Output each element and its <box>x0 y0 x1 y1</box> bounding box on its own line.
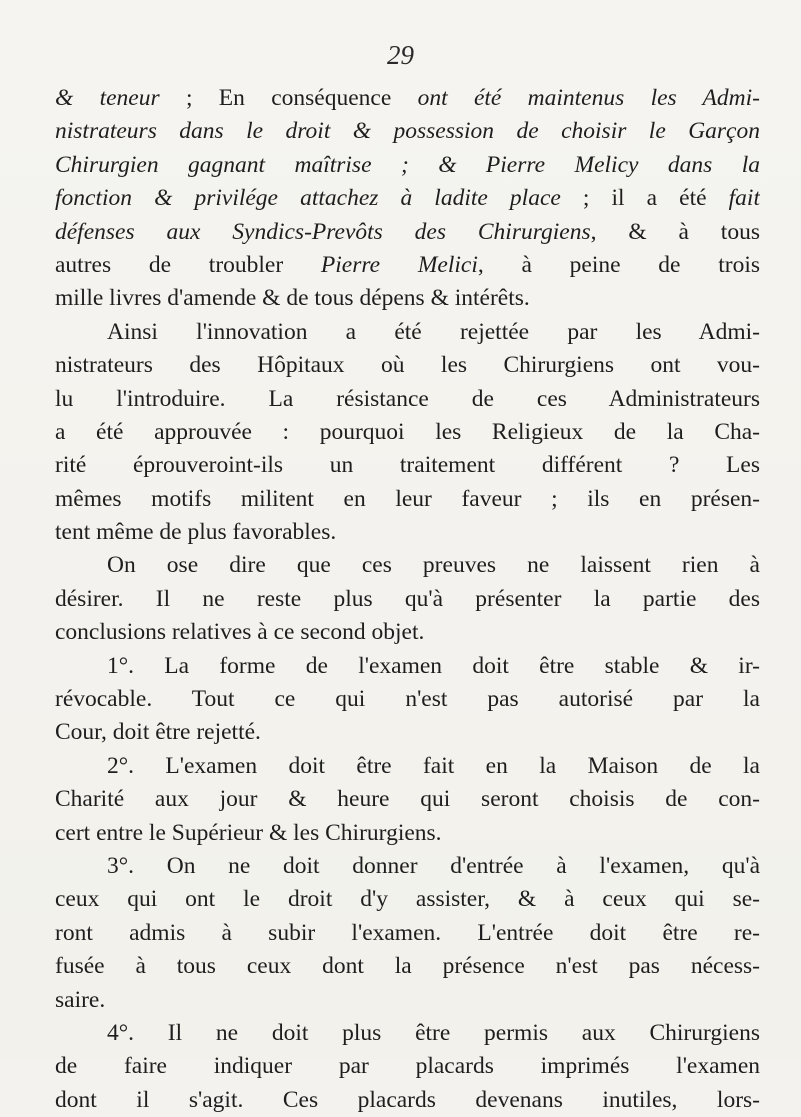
text-segment: a été approuvée : pourquoi les Religieux de la Cha- <box>55 418 760 445</box>
text-segment: On ose dire que ces preuves ne laissent rien à <box>107 552 760 579</box>
text-segment: de faire indiquer par placards imprimés l'examen <box>55 1053 760 1080</box>
text-line-9 <box>55 349 760 382</box>
text-line-30 <box>55 1050 760 1083</box>
text-line-18 <box>55 650 760 683</box>
text-segment: Cour, doit être rejetté. <box>55 719 261 746</box>
text-segment: fusée à tous ceux dont la présence n'est pas nécess- <box>55 953 760 980</box>
text-line-25 <box>55 883 760 916</box>
text-segment: ceux qui ont le droit d'y assister, & à ceux qui se- <box>55 886 760 913</box>
text-line-6 <box>55 249 760 282</box>
text-segment: lu l'introduire. La résistance de ces Administrateurs <box>55 385 760 412</box>
text-line-11 <box>55 416 760 449</box>
text-segment: autres de troubler <box>55 251 321 278</box>
text-line-23 <box>55 817 760 850</box>
text-segment: tent même de plus favorables. <box>55 519 337 546</box>
text-line-14 <box>55 516 760 549</box>
text-segment: , à peine de trois <box>477 251 760 278</box>
text-segment: ront admis à subir l'examen. L'entrée doit être re- <box>55 919 760 946</box>
text-segment: 3°. On ne doit donner d'entrée à l'examen, qu'à <box>107 852 760 879</box>
text-segment: révocable. Tout ce qui n'est pas autorisé par la <box>55 686 760 713</box>
text-segment: ; il a été <box>560 185 729 212</box>
text-line-13 <box>55 483 760 516</box>
text-segment: désirer. Il ne reste plus qu'à présenter la partie des <box>55 585 760 612</box>
text-segment: , & à tous <box>590 218 760 245</box>
text-line-8 <box>55 316 760 349</box>
text-segment: & teneur <box>55 85 160 111</box>
text-line-24 <box>55 850 760 883</box>
text-segment: 4°. Il ne doit plus être permis aux Chirurgiens <box>107 1019 760 1046</box>
text-line-2 <box>55 115 760 148</box>
text-line-7 <box>55 282 760 315</box>
text-line-28 <box>55 984 760 1017</box>
text-segment: rité éprouveroint-ils un traitement différent ? Les <box>55 452 760 479</box>
text-line-1 <box>55 82 760 115</box>
text-segment: nistrateurs des Hôpitaux où les Chirurgiens ont vou- <box>55 352 760 379</box>
text-line-26 <box>55 917 760 950</box>
text-segment: 2°. L'examen doit être fait en la Maison de la <box>107 752 760 779</box>
text-line-29 <box>55 1017 760 1050</box>
text-segment: conclusions relatives à ce second objet. <box>55 619 425 646</box>
page-number: 29 <box>387 40 414 70</box>
text-segment: fait <box>728 185 760 212</box>
text-segment: saire. <box>55 986 106 1013</box>
text-line-17 <box>55 616 760 649</box>
body-text <box>55 82 760 1117</box>
text-line-20 <box>55 716 760 749</box>
text-segment: Charité aux jour & heure qui seront choisis de con- <box>55 786 760 813</box>
text-line-19 <box>55 683 760 716</box>
text-segment: mêmes motifs militent en leur faveur ; ils en présen- <box>55 485 760 512</box>
text-segment: Pierre Melici <box>320 251 478 278</box>
text-line-5 <box>55 216 760 249</box>
text-line-21 <box>55 750 760 783</box>
text-line-31 <box>55 1084 760 1117</box>
text-segment: ont été maintenus les Admi- <box>417 85 760 111</box>
text-line-4 <box>55 182 760 215</box>
text-segment: Chirurgien gagnant maîtrise ; & Pierre Melicy dans la <box>55 151 760 178</box>
text-line-16 <box>55 583 760 616</box>
text-segment: dont il s'agit. Ces placards devenans inutiles, lors- <box>55 1086 760 1113</box>
text-line-3 <box>55 149 760 182</box>
text-line-12 <box>55 449 760 482</box>
text-segment: Ainsi l'innovation a été rejettée par les Admi- <box>107 318 760 345</box>
text-line-15 <box>55 549 760 582</box>
text-segment: fonction & privilége attachez à ladite place <box>55 185 561 212</box>
text-segment: cert entre le Supérieur & les Chirurgiens. <box>55 819 442 846</box>
text-line-10 <box>55 383 760 416</box>
text-segment: nistrateurs dans le droit & possession de choisir le Garçon <box>55 118 760 145</box>
text-segment: défenses aux Syndics-Prevôts des Chirurgiens <box>55 218 591 245</box>
text-segment: 1°. La forme de l'examen doit être stable & ir- <box>107 652 760 679</box>
text-line-27 <box>55 950 760 983</box>
text-segment: mille livres d'amende & de tous dépens & intérêts. <box>55 285 530 312</box>
text-segment: ; En conséquence <box>159 85 418 111</box>
text-line-22 <box>55 783 760 816</box>
